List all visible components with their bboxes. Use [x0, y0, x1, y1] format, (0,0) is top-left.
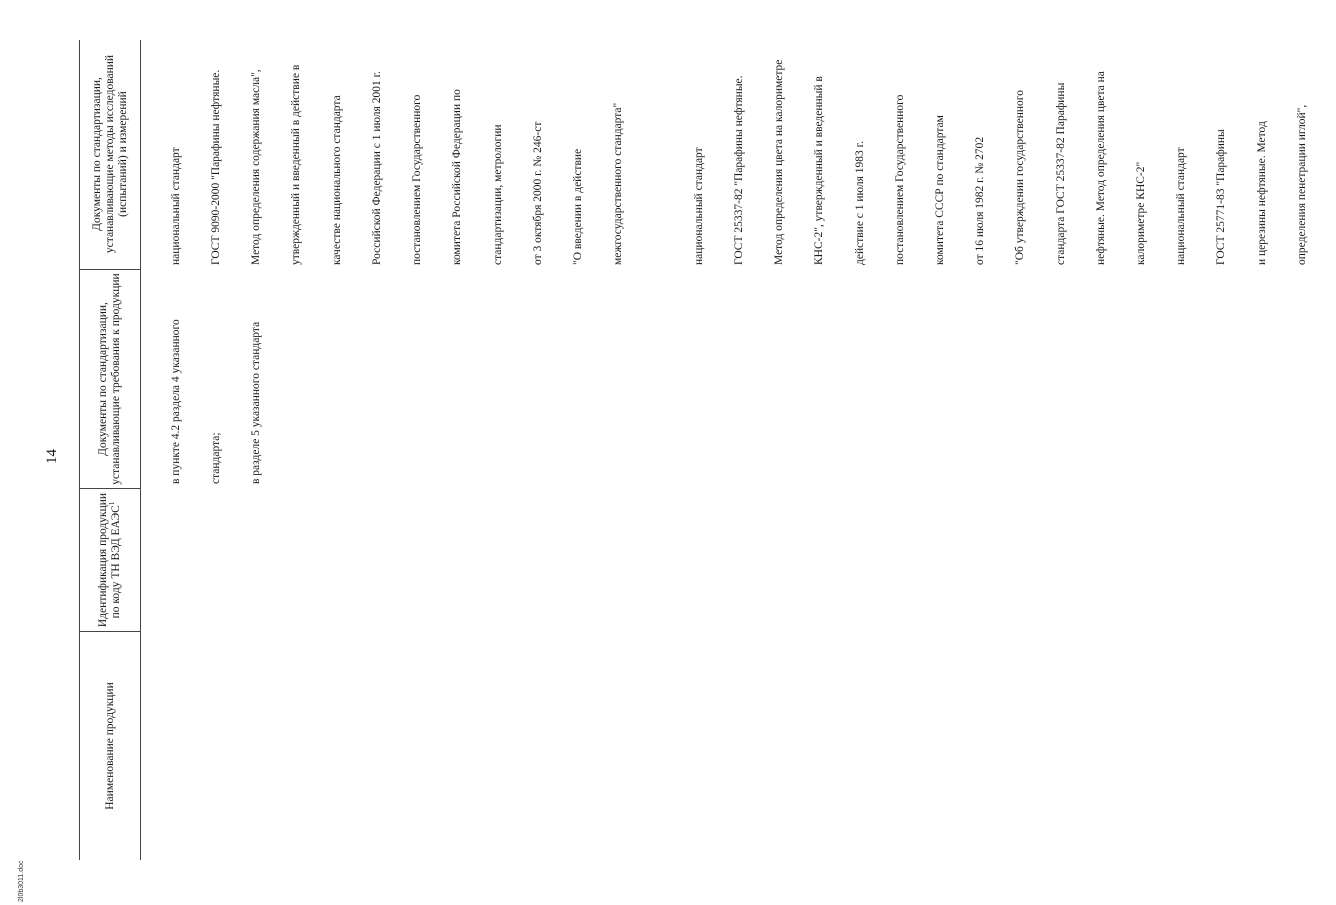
methods-line: калориметре КНС-2" [1135, 161, 1148, 265]
methods-line: постановлением Государственного [411, 94, 424, 265]
table-header-rule [140, 40, 141, 860]
methods-cell [143, 40, 1336, 265]
footer-file-code: 2l0b3011.doc [18, 860, 25, 902]
column-divider-2 [79, 488, 140, 489]
header-product-name-text: Наименование продукции [103, 682, 116, 810]
header-tnved-code-label: Идентификация продукции по коду ТН ВЭД ЕАЭС [97, 492, 122, 628]
methods-spacer [652, 40, 665, 265]
methods-line: от 3 октября 2000 г. № 246-ст [531, 121, 544, 265]
header-product-name [80, 632, 140, 860]
methods-line: ГОСТ 25771-83 "Парафины [1215, 129, 1228, 265]
methods-line: "Об утверждении государственного [1014, 90, 1027, 265]
methods-line: Метод определения содержания масла", [250, 69, 263, 265]
methods-line: постановлением Государственного [893, 94, 906, 265]
methods-line: межгосударственного стандарта" [612, 102, 625, 265]
header-requirements [80, 272, 140, 486]
methods-line: "О введении в действие [572, 148, 584, 265]
methods-line: национальный стандарт [169, 147, 182, 265]
header-requirements-text: Документы по стандартизации, устанавливающие требования к продукции [97, 273, 122, 485]
methods-line: действие с 1 июля 1983 г. [853, 141, 866, 265]
methods-line: Метод определения цвета на калориметре [773, 59, 786, 265]
header-methods-text: Документы по стандартизации, устанавливающие методы исследований (испытаний) и измерений [90, 54, 129, 254]
methods-line: от 16 июля 1982 г. № 2702 [974, 136, 987, 265]
column-divider-3 [79, 269, 140, 270]
requirements-cell [143, 272, 290, 484]
methods-line: ГОСТ 9090-2000 "Парафины нефтяные. [210, 69, 223, 265]
methods-line: ГОСТ 25337-82 "Парафины нефтяные. [732, 75, 745, 265]
methods-line: утвержденный и введенный в действие в [290, 64, 303, 265]
page-number: 14 [44, 449, 60, 464]
requirements-line: в пункте 4.2 раздела 4 указанного [169, 319, 182, 484]
methods-line: КНС-2", утвержденный и введенный в [813, 76, 826, 265]
methods-line: стандарта ГОСТ 25337-82 Парафины [1054, 82, 1067, 265]
requirements-line: стандарта; [210, 432, 223, 484]
header-tnved-code-text [97, 491, 123, 629]
methods-line: комитета СССР по стандартам [933, 115, 946, 265]
methods-line: нефтяные. Метод определения цвета на [1094, 71, 1107, 265]
methods-line: национальный стандарт [1175, 147, 1188, 265]
header-tnved-code [80, 491, 140, 629]
methods-line: комитета Российской Федерации по [451, 89, 464, 265]
methods-line: стандартизации, метрологии [491, 124, 504, 265]
methods-line: качестве национального стандарта [330, 95, 343, 265]
methods-line: определения пенетрации иглой", [1295, 104, 1308, 265]
methods-line: и церезины нефтяные. Метод [1255, 121, 1268, 265]
header-methods [80, 43, 140, 265]
requirements-line: в разделе 5 указанного стандарта [250, 321, 263, 484]
footnote-marker: 1 [108, 501, 117, 506]
methods-line: Российской Федерации с 1 июля 2001 г. [370, 71, 383, 265]
methods-line: национальный стандарт [692, 147, 705, 265]
